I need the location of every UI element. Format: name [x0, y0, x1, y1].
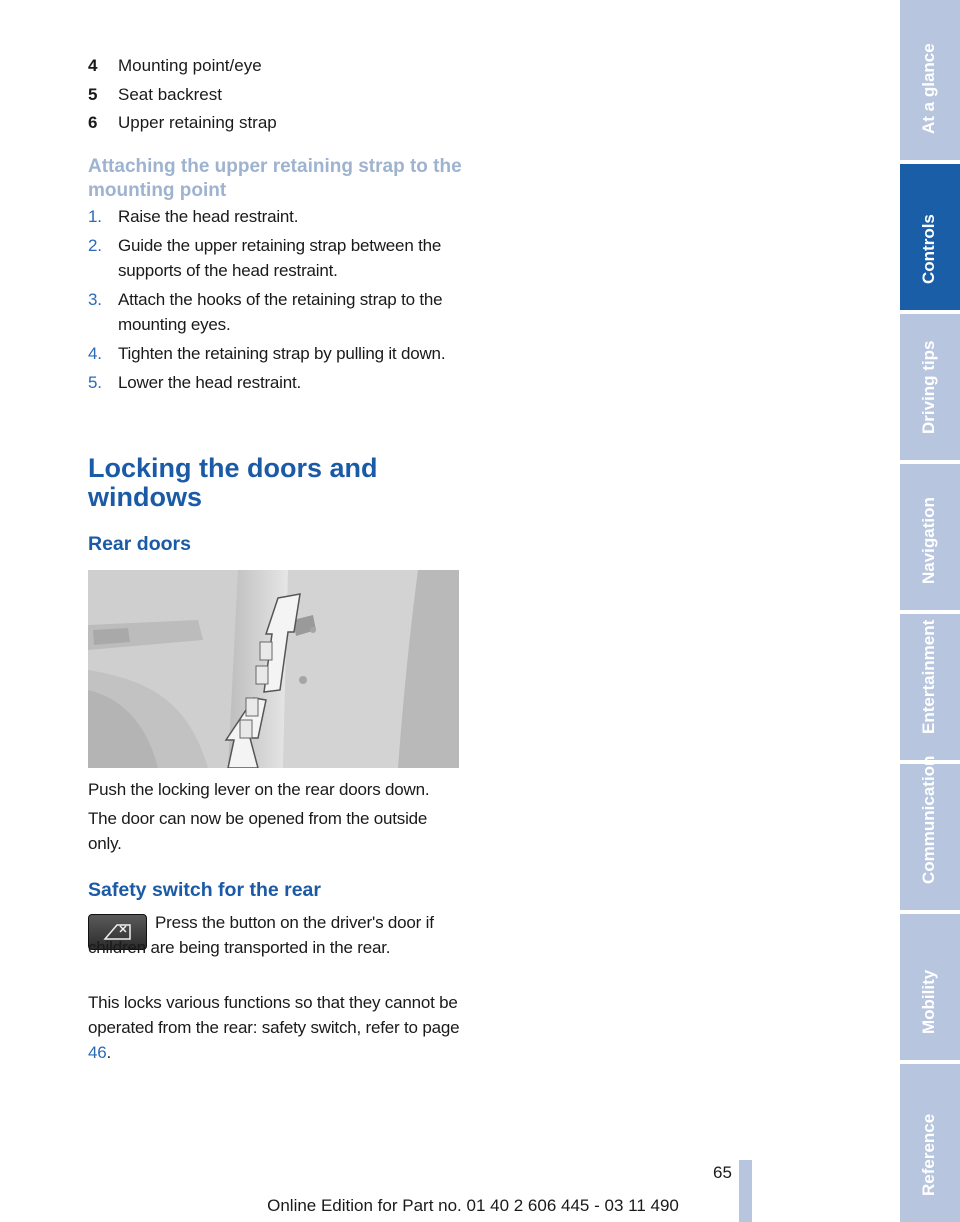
rear-doors-paragraph-2: The door can now be opened from the outside only.	[88, 809, 428, 853]
legend-item	[88, 81, 463, 110]
safety-paragraph-2	[88, 990, 463, 1065]
tab-reference[interactable]	[900, 1064, 960, 1222]
step-number: 4.	[88, 344, 102, 363]
tab-label: Controls	[919, 214, 938, 284]
legend-list	[88, 52, 463, 138]
safety-switch-heading: Safety switch for the rear	[88, 879, 321, 901]
step-text: Guide the upper retaining strap between the supports of the head restraint.	[118, 236, 442, 280]
legend-text: Mounting point/eye	[118, 56, 262, 75]
step-number: 1.	[88, 207, 102, 226]
step-item	[88, 370, 463, 395]
legend-item	[88, 109, 463, 138]
tab-label: At a glance	[919, 43, 938, 134]
legend-text: Upper retaining strap	[118, 113, 277, 132]
legend-number: 4	[88, 56, 98, 75]
legend-number: 6	[88, 113, 98, 132]
legend-item	[88, 52, 463, 81]
chapter-tabs	[900, 0, 960, 1222]
tab-mobility[interactable]	[900, 914, 960, 1060]
tab-label: Entertainment	[919, 619, 938, 734]
step-text: Lower the head restraint.	[118, 373, 302, 392]
rear-door-locking-lever-illustration	[88, 570, 459, 768]
rear-doors-paragraph-1: Push the locking lever on the rear doors down.	[88, 780, 430, 799]
legend-text: Seat backrest	[118, 84, 222, 104]
safety-paragraph-1: Press the button on the driver's door if children are being transported in the rear.	[88, 913, 434, 957]
step-number: 2.	[88, 236, 102, 255]
step-item	[88, 287, 463, 337]
tab-driving-tips[interactable]	[900, 314, 960, 460]
safety-text: This locks various functions so that they cannot be operated from the rear: safety switch, refer to page	[88, 993, 460, 1037]
safety-text-end: .	[106, 1043, 112, 1062]
tab-label: Mobility	[919, 969, 938, 1034]
rear-doors-heading: Rear doors	[88, 533, 191, 555]
page-number: 65	[713, 1163, 732, 1182]
step-item	[88, 233, 463, 283]
footer-edition-text: Online Edition for Part no. 01 40 2 606 445 - 03 11 490	[267, 1196, 679, 1215]
steps-list	[88, 204, 463, 399]
step-item	[88, 204, 463, 229]
tab-controls[interactable]	[900, 164, 960, 310]
step-number: 5.	[88, 373, 102, 392]
tab-at-a-glance[interactable]	[900, 0, 960, 160]
tab-entertainment[interactable]	[900, 614, 960, 760]
legend-number: 5	[88, 84, 98, 104]
tab-communication[interactable]	[900, 755, 960, 910]
step-item	[88, 341, 463, 366]
tab-navigation[interactable]	[900, 464, 960, 610]
footer-edition	[0, 1196, 960, 1216]
step-number: 3.	[88, 290, 102, 309]
tab-label: Reference	[919, 1113, 938, 1196]
tab-label: Communication	[919, 755, 938, 884]
step-text: Raise the head restraint.	[118, 207, 299, 226]
tab-label: Driving tips	[919, 340, 938, 434]
step-text: Attach the hooks of the retaining strap to the mounting eyes.	[118, 290, 443, 334]
page-reference-link[interactable]: 46	[88, 1043, 107, 1062]
attach-heading: Attaching the upper retaining strap to the mounting point	[88, 156, 462, 201]
step-text: Tighten the retaining strap by pulling it down.	[118, 344, 446, 363]
tab-label: Navigation	[919, 497, 938, 584]
section-title: Locking the doors and windows	[88, 453, 378, 512]
